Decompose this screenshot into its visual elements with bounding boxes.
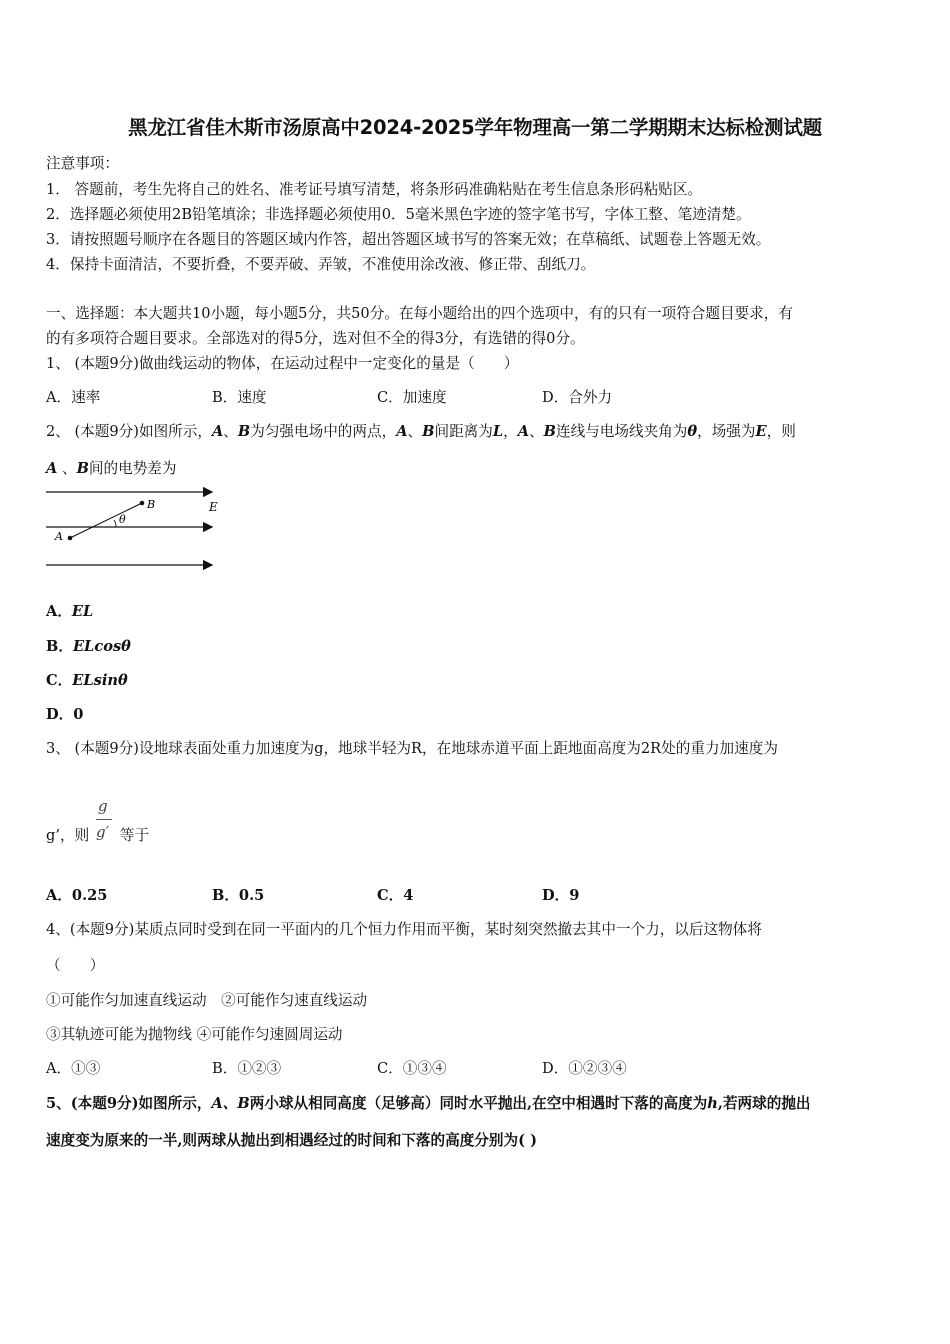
q3-frac-bar [96,819,112,820]
q2-stem-end: ，则 [766,423,796,440]
q5-end: ,若两球的抛出 [717,1095,811,1112]
q5-prefix: 5、(本题9分)如图所示， [46,1095,212,1112]
section-intro-line-1: 一、选择题：本大题共10小题，每小题5分，共50分。在每小题给出的四个选项中，有的只有一项符合题目要求，有 [46,305,793,322]
q2-var-a: A [211,423,224,440]
q2-stem-line-2 [46,457,176,478]
q1-option-b: B．速度 [212,389,267,406]
q5-var-h: h [707,1095,718,1112]
q2-option-c [46,669,128,690]
q2-option-b-value: ELcos [72,638,122,655]
q2-sep-3: 、 [529,423,544,440]
q3-option-a: A．0.25 [46,887,108,904]
q4-option-a: A．①③ [46,1060,101,1077]
q3-line2-prefix: g’，则 [46,827,90,844]
q2-option-c-letter: C． [46,672,73,689]
q2-option-c-theta: θ [117,672,128,689]
angle-arc [114,520,116,527]
q3-stem: 3、 (本题9分)设地球表面处重力加速度为g，地球半轻为R，在地球赤道平面上距地面高度为2R处的重力加速度为 [46,740,778,757]
q2-line2-var-a: A [46,460,58,477]
q2-option-d-value: 0 [73,706,84,723]
electric-field-diagram [40,480,230,580]
q2-stem-mid4: 连线与电场线夹角为 [556,423,688,440]
q5-var-ab: A、B [211,1095,250,1112]
q2-option-d-letter: D． [46,706,74,723]
q2-var-b-3: B [543,423,557,440]
q2-option-d [46,703,83,724]
point-a-dot [68,536,73,541]
exam-title: 黑龙江省佳木斯市汤原高中2024-2025学年物理高一第二学期期末达标检测试题 [128,116,822,139]
q5-mid: 两小球从相同高度（足够高）同时水平抛出,在空中相遇时下落的高度为 [249,1095,708,1112]
notice-item-2: 2．选择题必须使用2B铅笔填涂；非选择题必须使用0．5毫米黑色字迹的签字笔书写，字体工整、笔迹清楚。 [46,206,751,223]
q2-var-a-3: A [517,423,530,440]
q2-stem [46,420,796,441]
q2-sep: 、 [223,423,238,440]
q4-paren: （ ） [46,957,105,974]
q2-line2-sep: 、 [57,460,77,477]
notice-item-4: 4．保持卡面清洁，不要折叠，不要弄破、弄皱，不准使用涂改液、修正带、刮纸刀。 [46,256,596,273]
q2-var-b: B [237,423,251,440]
segment-ab [70,503,142,538]
q3-line2-suffix: 等于 [120,827,150,844]
q2-stem-mid5: ，场强为 [697,423,756,440]
q1-stem: 1、 (本题9分)做曲线运动的物体，在运动过程中一定变化的量是（ ） [46,355,519,372]
q2-var-theta: θ [687,423,698,440]
notice-item-3: 3．请按照题号顺序在各题目的答题区域内作答，超出答题区域书写的答案无效；在草稿纸、试题卷上答题无效。 [46,231,771,248]
label-e: E [209,500,218,514]
q2-stem-mid1: 为匀强电场中的两点， [250,423,397,440]
q2-option-a-letter: A． [46,603,72,620]
q2-var-e: E [755,423,767,440]
q3-option-b: B．0.5 [212,887,265,904]
q5-stem-line-2: 速度变为原来的一半,则两球从抛出到相遇经过的时间和下落的高度分别为( ) [46,1132,537,1149]
q2-option-b [46,635,131,656]
q2-sep-2: 、 [407,423,423,440]
label-b: B [147,498,156,511]
q1-option-c: C．加速度 [377,389,447,406]
q2-line2-var-b: B [76,460,89,477]
q3-option-d: D．9 [542,887,580,904]
q4-stem: 4、(本题9分)某质点同时受到在同一平面内的几个恒力作用而平衡，某时刻突然撤去其中一个力，以后这物体将 [46,921,762,938]
q2-var-b-2: B [422,423,435,440]
q1-option-a: A．速率 [46,389,101,406]
q2-option-a [46,600,93,621]
q2-var-a-2: A [396,423,408,440]
notice-item-1: 1． 答题前，考生先将自己的姓名、准考证号填写清楚，将条形码准确粘贴在考生信息条形码粘贴区。 [46,181,703,198]
q4-statements-1: ①可能作匀加速直线运动 ②可能作匀速直线运动 [46,992,368,1009]
q2-option-b-letter: B． [46,638,73,655]
q2-option-a-value: EL [71,603,94,620]
q2-var-l: L [492,423,504,440]
section-intro-line-2: 的有多项符合题目要求。全部选对的得5分，选对但不全的得3分，有选错的得0分。 [46,330,585,347]
q4-option-c: C．①③④ [377,1060,447,1077]
q2-option-b-theta: θ [121,638,131,655]
q2-option-c-value: ELsin [72,672,118,689]
point-b-dot [140,501,145,506]
q3-option-c: C．4 [377,887,414,904]
q1-option-d: D．合外力 [542,389,613,406]
q3-frac-numerator: g [98,797,108,815]
q4-option-b: B．①②③ [212,1060,282,1077]
q2-stem-mid3: ， [503,423,518,440]
q3-frac-denominator: g′ [96,823,110,841]
q2-line2-text: 间的电势差为 [88,460,177,477]
q5-stem [46,1092,811,1113]
label-a: A [55,530,63,543]
q2-stem-prefix: 2、 (本题9分)如图所示， [46,423,212,440]
notice-heading: 注意事项： [46,155,119,172]
q4-option-d: D．①②③④ [542,1060,627,1077]
q2-stem-mid2: 间距离为 [434,423,493,440]
label-theta: θ [119,513,126,526]
q4-statements-2: ③其轨迹可能为抛物线 ④可能作匀速圆周运动 [46,1026,343,1043]
